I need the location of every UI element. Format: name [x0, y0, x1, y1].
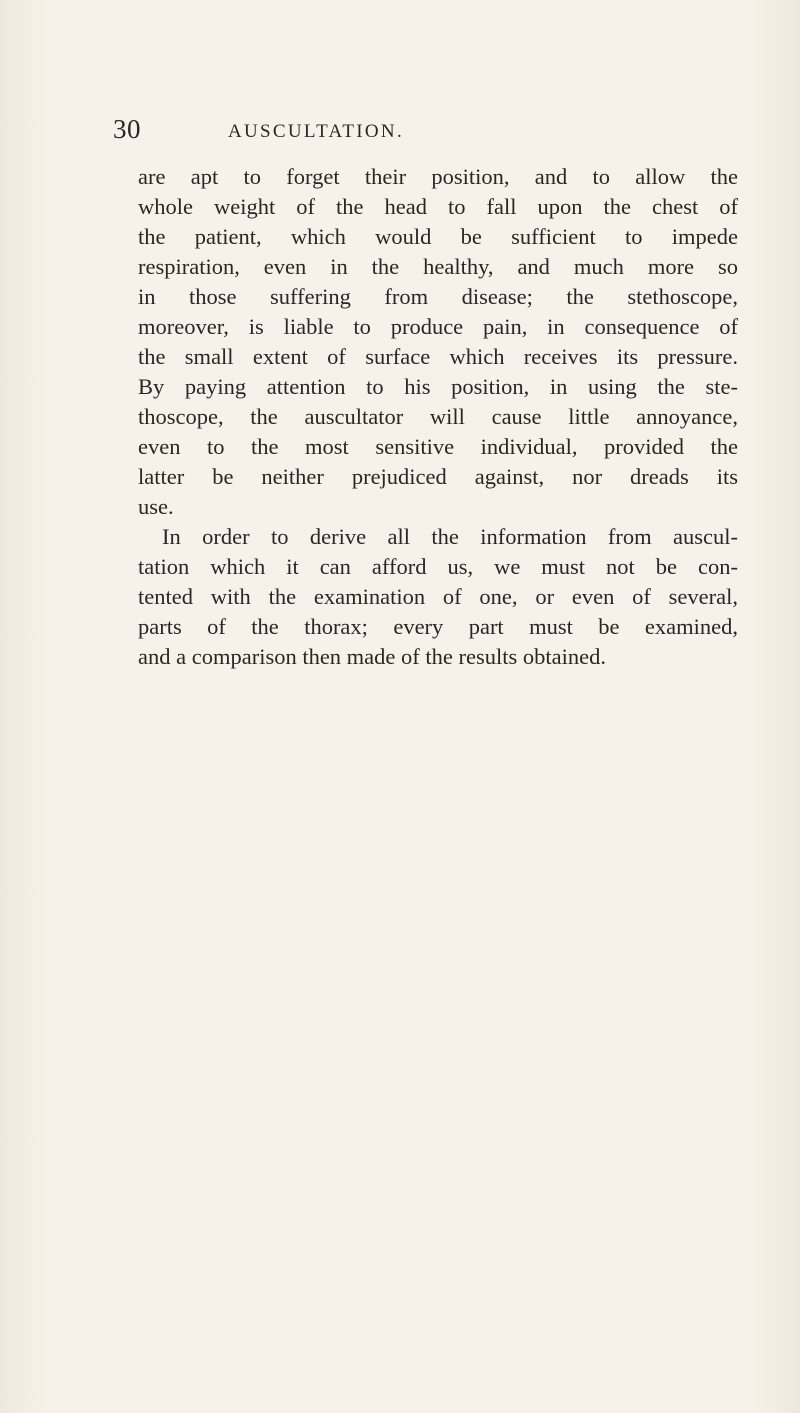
text-line: respiration, even in the healthy, and much more so — [138, 254, 738, 279]
text-line: the small extent of surface which receives its pressure. — [138, 344, 738, 369]
page-number: 30 — [113, 114, 141, 144]
text-line: tented with the examination of one, or even of several, — [138, 584, 738, 609]
text-line: tation which it can afford us, we must not be con- — [138, 554, 738, 579]
text-line: thoscope, the auscultator will cause little annoyance, — [138, 404, 738, 429]
text-line: and a comparison then made of the results obtained. — [138, 644, 606, 669]
text-line: By paying attention to his position, in using the ste- — [138, 374, 738, 399]
running-head — [0, 114, 800, 144]
text-line: whole weight of the head to fall upon the chest of — [138, 194, 738, 219]
text-line: the patient, which would be sufficient to impede — [138, 224, 738, 249]
paragraph — [138, 162, 738, 522]
running-head-title: AUSCULTATION. — [228, 121, 404, 142]
text-line: In order to derive all the information from auscul- — [162, 524, 738, 549]
text-line: moreover, is liable to produce pain, in consequence of — [138, 314, 738, 339]
text-line: are apt to forget their position, and to allow the — [138, 164, 738, 189]
text-line: even to the most sensitive individual, provided the — [138, 434, 738, 459]
body-text — [138, 162, 738, 672]
text-line: latter be neither prejudiced against, nor dreads its — [138, 464, 738, 489]
text-line: parts of the thorax; every part must be examined, — [138, 614, 738, 639]
text-line: in those suffering from disease; the stethoscope, — [138, 284, 738, 309]
paragraph — [138, 522, 738, 672]
text-line: use. — [138, 494, 174, 519]
